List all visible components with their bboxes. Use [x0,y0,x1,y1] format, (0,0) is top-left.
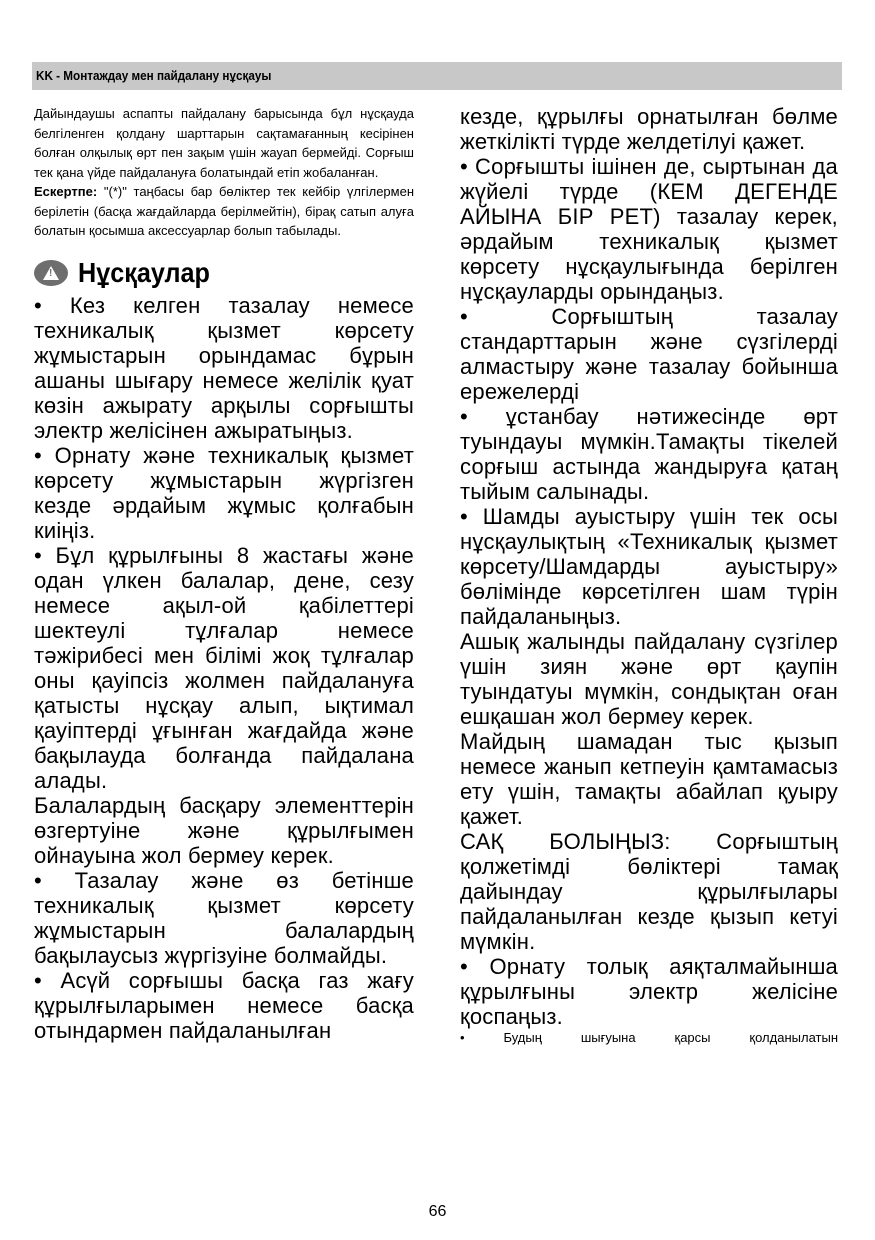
paragraph: • ұстанбау нәтижесінде өрт туындауы мүмкін.Тамақты тікелей сорғыш астында жандыруға қатаң тыйым салынады. [460,404,838,504]
page-number: 66 [428,1203,447,1220]
note-text: "(*)" таңбасы бар бөліктер тек кейбір үлгілермен берілетін (басқа жағдайларда берілмейтін), бірақ сатып алуға болатын қосымша аксессуарлар болып табылады. [34,184,414,238]
intro-block [34,104,414,241]
note-paragraph [34,182,414,241]
left-column [34,104,414,1043]
right-instructions [460,104,838,1029]
right-column [460,104,838,1047]
header-bar [32,62,842,90]
paragraph: САҚ БОЛЫҢЫЗ: Сорғыштың қолжетімді бөліктері тамақ дайындау құрылғылары пайдаланылған кезде қызып кетуі мүмкін. [460,829,838,954]
note-label: Ескертпе: [34,184,98,199]
paragraph: • Кез келген тазалау немесе техникалық қызмет көрсету жұмыстарын орындамас бұрын ашаны шығару немесе желілік қуат көзін ажырату арқылы сорғышты электр желісінен ажыратыңыз. [34,292,414,443]
intro-text: Дайындаушы аспапты пайдалану барысында бұл нұсқауда белгіленген қолдану шарттарын сақтамағанның кесірінен болған олқылық өрт пен зақым үшін жауап бермейді. Сорғыш тек қана үйде пайдалануға болатындай етіп жобаланған. [34,106,414,180]
warning-icon: ! [34,260,68,286]
paragraph: • Орнату және техникалық қызмет көрсету жұмыстарын жүргізген кезде әрдайым жұмыс қолғабын киіңіз. [34,442,414,543]
section-title: Нұсқаулар [78,256,210,288]
paragraph: Майдың шамадан тыс қызып немесе жанып кетпеуін қамтамасыз ету үшін, тамақты абайлап қуыру қажет. [460,729,838,829]
paragraph: • Орнату толық аяқталмайынша құрылғыны электр желісіне қоспаңыз. [460,954,838,1029]
paragraph: • Тазалау және өз бетінше техникалық қызмет көрсету жұмыстарын балалардың бақылаусыз жүргізуіне болмайды. [34,867,414,968]
paragraph: • Бұл құрылғыны 8 жастағы және одан үлкен балалар, дене, сезу немесе ақыл-ой қабілеттері шектеулі тұлғалар немесе тәжірибесі мен білімі жоқ тұлғалар оны қауіпсіз жолмен пайдалануға қатысты нұсқау алып, ықтимал қауіптерді ұғынған жағдайда және бақылауда болғанда пайдалана алады. [34,542,414,793]
paragraph: Балалардың басқару элементтерін өзгертуіне және құрылғымен ойнауына жол бермеу керек. [34,792,414,868]
paragraph: • Асүй сорғышы басқа газ жағу құрылғыларымен немесе басқа отындармен пайдаланылған [34,967,414,1043]
continued-line: • Будың шығуына қарсы қолданылатын [460,1030,838,1045]
header-title: KK - Монтаждау мен пайдалану нұсқауы [36,68,272,83]
section-heading [34,255,414,291]
left-instructions [34,293,414,1043]
paragraph: • Шамды ауыстыру үшін тек осы нұсқаулықтың «Техникалық қызмет көрсету/Шамдарды ауыстыру» бөлімінде көрсетілген шам түрін пайдаланыңыз. [460,504,838,629]
paragraph: • Сорғышты ішінен де, сыртынан да жүйелі түрде (КЕМ ДЕГЕНДЕ АЙЫНА БІР РЕТ) тазалау керек, әрдайым техникалық қызмет көрсету нұсқаулығында берілген нұсқауларды орындаңыз. [460,154,838,304]
paragraph: • Сорғыштың тазалау стандарттарын және сүзгілерді алмастыру және тазалау бойынша ережелерді [460,304,838,404]
paragraph: кезде, құрылғы орнатылған бөлме жеткілікті түрде желдетілуі қажет. [460,104,838,154]
paragraph: Ашық жалынды пайдалану сүзгілер үшін зиян және өрт қаупін туындатуы мүмкін, сондықтан оған ешқашан жол бермеу керек. [460,629,838,729]
